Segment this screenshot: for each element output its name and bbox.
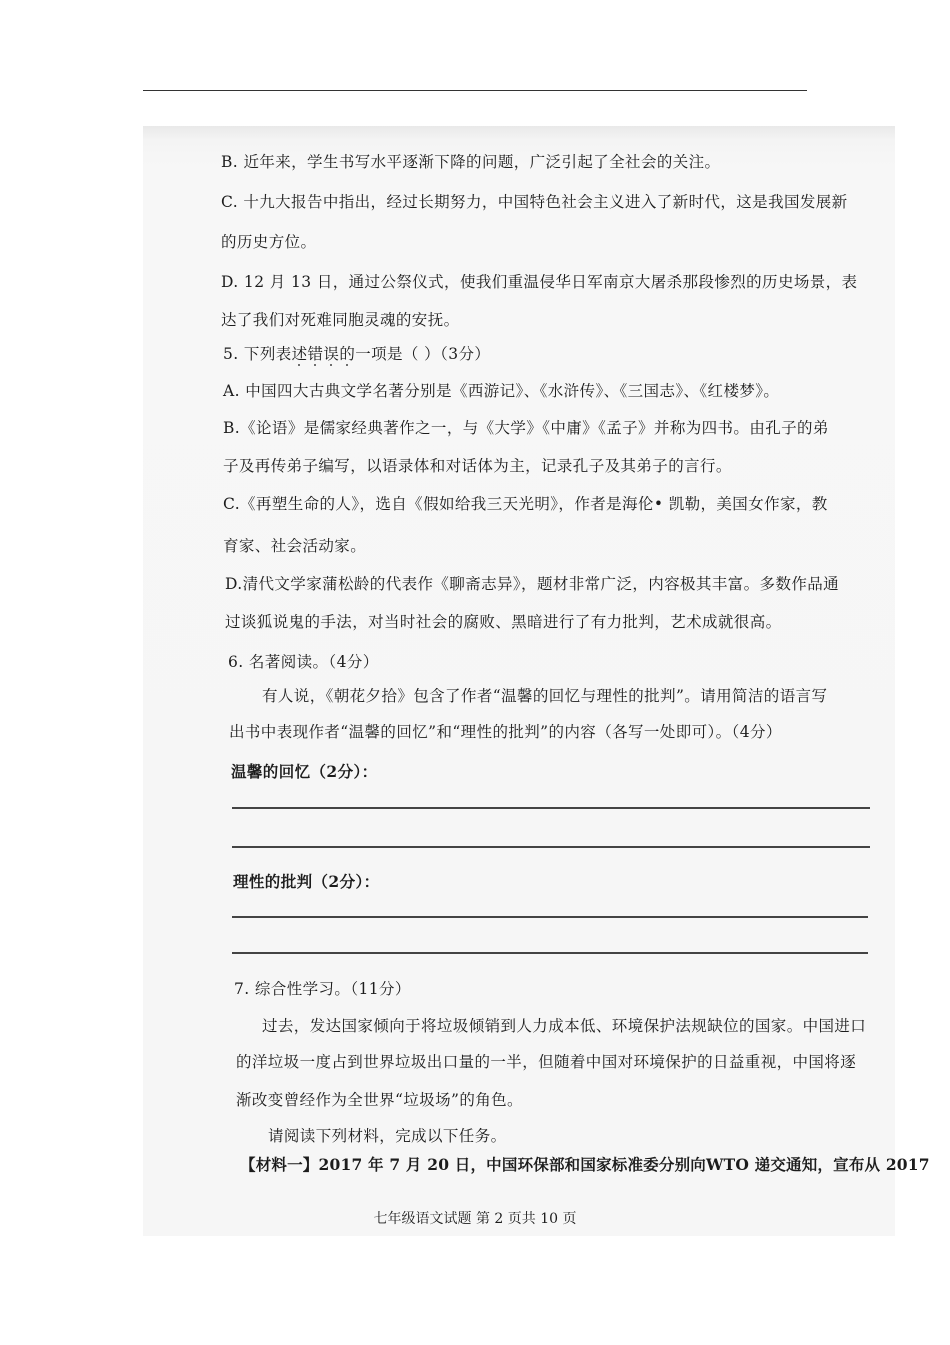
q7-paragraph-line1: 过去，发达国家倾向于将垃圾倾销到人力成本低、环境保护法规缺位的国家。中国进口: [262, 1017, 867, 1035]
answer-line[interactable]: [232, 952, 868, 954]
emphasis-dots: [296, 364, 356, 368]
header-rule: [143, 90, 807, 91]
q6-paragraph-line1: 有人说，《朝花夕拾》包含了作者“温馨的回忆与理性的批判”。请用简洁的语言写: [262, 687, 828, 705]
q6-answer-label-warm-memory: 温馨的回忆（2分）：: [231, 762, 378, 781]
q5-option-d-line2: 过谈狐说鬼的手法，对当时社会的腐败、黑暗进行了有力批判，艺术成就很高。: [225, 613, 782, 631]
q7-paragraph-line2: 的洋垃圾一度占到世界垃圾出口量的一半，但随着中国对环境保护的日益重视，中国将逐: [236, 1053, 857, 1071]
q6-answer-label-rational-critique: 理性的批判（2分）：: [233, 872, 380, 891]
q5-option-a: A. 中国四大古典文学名著分别是《西游记》、《水浒传》、《三国志》、《红楼梦》。: [223, 382, 780, 400]
q5-option-b-line2: 子及再传弟子编写，以语录体和对话体为主，记录孔子及其弟子的言行。: [223, 457, 732, 475]
q5-option-b-line1: B.《论语》是儒家经典著作之一，与《大学》《中庸》《孟子》并称为四书。由孔子的弟: [223, 419, 829, 437]
q5-option-c-line2: 育家、社会活动家。: [223, 537, 367, 555]
answer-line[interactable]: [232, 916, 868, 918]
q5-option-c-line1: C.《再塑生命的人》，选自《假如给我三天光明》，作者是海伦• 凯勒，美国女作家，教: [223, 495, 828, 513]
q7-instruction: 请阅读下列材料，完成以下任务。: [268, 1127, 507, 1145]
q5-prompt: 5. 下列表述错误的一项是（ ）（3分）: [223, 345, 491, 363]
q4-option-c-line2: 的历史方位。: [221, 233, 317, 251]
q4-option-d-line2: 达了我们对死难同胞灵魂的安抚。: [221, 311, 460, 329]
q7-material-one: 【材料一】2017 年 7 月 20 日，中国环保部和国家标准委分别向WTO 递交通知，宣布从 2017: [240, 1155, 930, 1174]
answer-line[interactable]: [232, 846, 870, 848]
q6-paragraph-line2: 出书中表现作者“温馨的回忆”和“理性的批判”的内容（各写一处即可）。（4分）: [229, 723, 782, 741]
q7-heading: 7. 综合性学习。（11分）: [234, 980, 411, 998]
q7-paragraph-line3: 渐改变曾经作为全世界“垃圾场”的角色。: [236, 1091, 523, 1109]
q6-heading: 6. 名著阅读。（4分）: [228, 653, 379, 671]
page-footer: 七年级语文试题 第 2 页共 10 页: [373, 1211, 577, 1227]
q4-option-c-line1: C. 十九大报告中指出，经过长期努力，中国特色社会主义进入了新时代，这是我国发展新: [221, 193, 848, 211]
q4-option-b: B. 近年来，学生书写水平逐渐下降的问题，广泛引起了全社会的关注。: [221, 153, 721, 171]
answer-line[interactable]: [232, 807, 870, 809]
q4-option-d-line1: D. 12 月 13 日，通过公祭仪式，使我们重温侵华日军南京大屠杀那段惨烈的历史场景，表: [221, 273, 858, 291]
q5-option-d-line1: D.清代文学家蒲松龄的代表作《聊斋志异》，题材非常广泛，内容极其丰富。多数作品通: [225, 575, 840, 593]
